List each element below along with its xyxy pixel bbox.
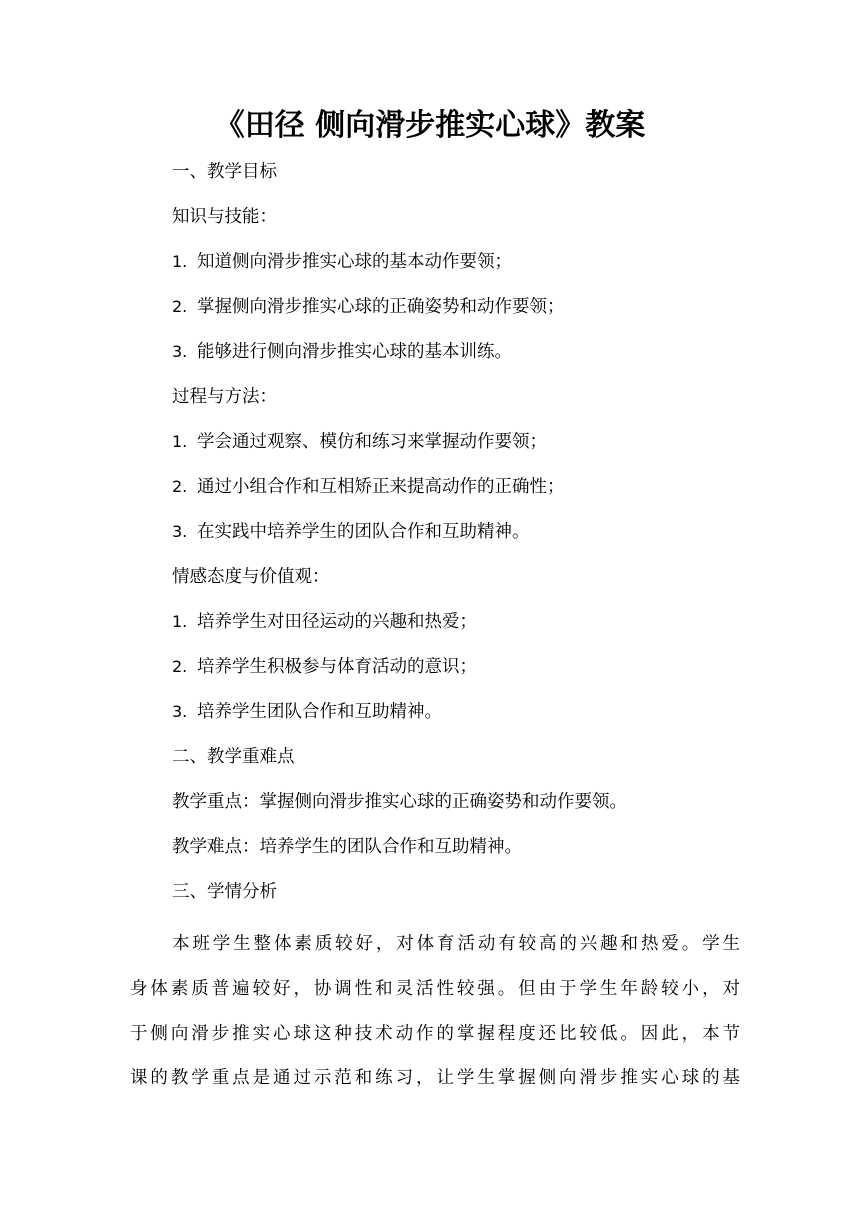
- list-text: 培养学生团队合作和互助精神。: [197, 702, 442, 722]
- subheading-emotion: 情感态度与价值观：: [172, 567, 330, 587]
- list-item: [172, 652, 477, 682]
- list-number: 3.: [172, 522, 188, 541]
- list-text: 知道侧向滑步推实心球的基本动作要领；: [197, 252, 512, 272]
- section-heading-analysis: 三、学情分析: [172, 882, 277, 902]
- list-number: 2.: [172, 477, 188, 496]
- list-text: 培养学生积极参与体育活动的意识；: [197, 657, 477, 677]
- list-item: [172, 427, 547, 457]
- list-number: 3.: [172, 702, 188, 721]
- list-number: 1.: [172, 432, 188, 451]
- list-item: [172, 292, 565, 322]
- list-text: 学会通过观察、模仿和练习来掌握动作要领；: [197, 432, 547, 452]
- list-item: [172, 697, 442, 727]
- paragraph-line: 身体素质普遍较好，协调性和灵活性较强。但由于学生年龄较小，对: [130, 978, 740, 999]
- list-text: 掌握侧向滑步推实心球的正确姿势和动作要领；: [197, 297, 565, 317]
- list-item: [172, 517, 530, 547]
- subheading-process: 过程与方法：: [172, 387, 277, 407]
- list-text: 能够进行侧向滑步推实心球的基本训练。: [197, 342, 512, 362]
- list-item: [172, 472, 565, 502]
- paragraph-line: 于侧向滑步推实心球这种技术动作的掌握程度还比较低。因此，本节: [130, 1023, 740, 1044]
- teaching-focus: 教学重点：掌握侧向滑步推实心球的正确姿势和动作要领。: [172, 792, 627, 812]
- list-number: 2.: [172, 657, 188, 676]
- list-item: [172, 337, 512, 367]
- section-heading-objectives: 一、教学目标: [172, 162, 277, 182]
- list-item: [172, 247, 512, 277]
- paragraph-line: 本班学生整体素质较好，对体育活动有较高的兴趣和热爱。学生: [172, 934, 740, 954]
- list-number: 1.: [172, 612, 188, 631]
- list-text: 培养学生对田径运动的兴趣和热爱；: [197, 612, 477, 632]
- subheading-knowledge: 知识与技能：: [172, 207, 277, 227]
- analysis-paragraph: [130, 922, 740, 1101]
- teaching-difficulty: 教学难点：培养学生的团队合作和互助精神。: [172, 837, 522, 857]
- document-title: 《田径 侧向滑步推实心球》教案: [214, 108, 646, 143]
- list-number: 1.: [172, 252, 188, 271]
- list-text: 在实践中培养学生的团队合作和互助精神。: [197, 522, 530, 542]
- list-text: 通过小组合作和互相矫正来提高动作的正确性；: [197, 477, 565, 497]
- section-heading-key-points: 二、教学重难点: [172, 747, 295, 767]
- list-number: 3.: [172, 342, 188, 361]
- paragraph-line: 课的教学重点是通过示范和练习，让学生掌握侧向滑步推实心球的基: [130, 1068, 740, 1089]
- list-item: [172, 607, 477, 637]
- list-number: 2.: [172, 297, 188, 316]
